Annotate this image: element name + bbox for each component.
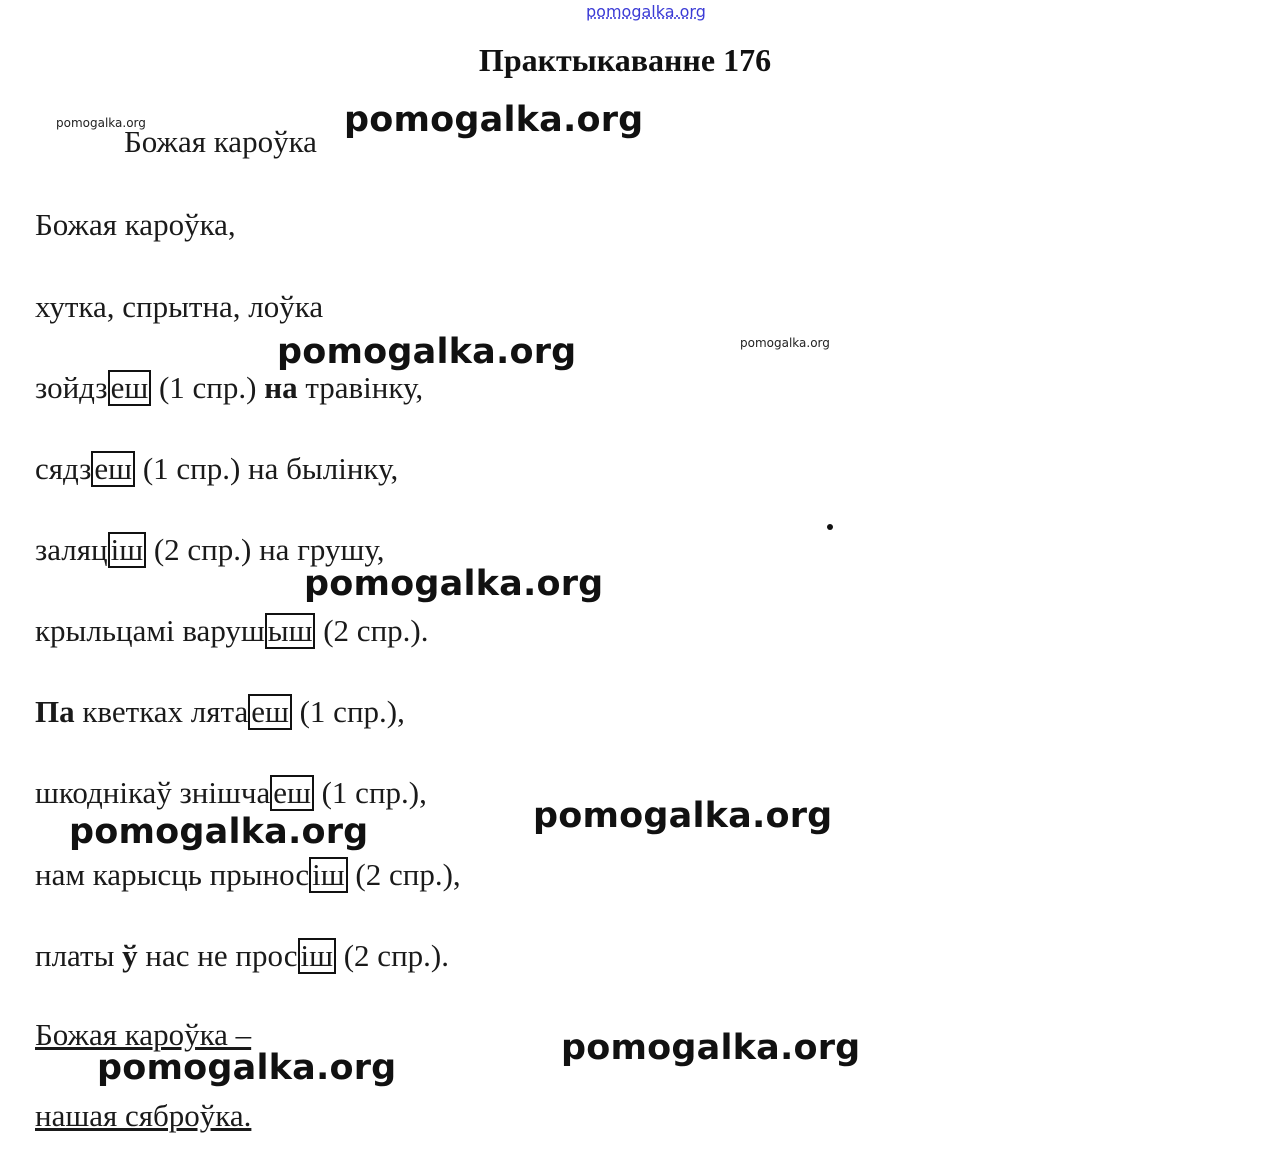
exercise-title: Практыкаванне 176: [478, 42, 772, 78]
watermark-big: pomogalka.org: [304, 564, 604, 604]
watermark-big: pomogalka.org: [69, 812, 369, 852]
ending-box: еш: [108, 370, 152, 406]
ending-box: іш: [108, 532, 146, 568]
poem-line: нашая сяброўка.: [35, 1098, 252, 1133]
watermark-big: pomogalka.org: [533, 796, 833, 836]
ending-box: іш: [298, 938, 336, 974]
poem-line: шкоднікаў знішчаеш (1 спр.),: [35, 775, 427, 810]
ending-box: еш: [248, 694, 292, 730]
poem-line: Божая кароўка,: [35, 207, 236, 242]
ending-box: ыш: [265, 613, 316, 649]
ending-box: іш: [309, 857, 347, 893]
poem-line: Божая кароўка –: [35, 1017, 252, 1052]
watermark-big: pomogalka.org: [344, 100, 644, 140]
poem-line: Па кветках лятаеш (1 спр.),: [35, 694, 405, 729]
poem-line: заляціш (2 спр.) на грушу,: [35, 532, 385, 567]
watermark-big: pomogalka.org: [561, 1028, 861, 1068]
watermark-big: pomogalka.org: [277, 332, 577, 372]
poem-line: платы ў нас не просіш (2 спр.).: [35, 938, 449, 973]
poem-line: зойдзеш (1 спр.) на травінку,: [35, 370, 424, 405]
poem-title: Божая кароўка: [124, 124, 317, 159]
ending-box: еш: [270, 775, 314, 811]
poem-line: крыльцамі варушыш (2 спр.).: [35, 613, 429, 648]
ending-box: еш: [91, 451, 135, 487]
watermark-top: pomogalka.org: [586, 2, 706, 21]
watermark-big: pomogalka.org: [97, 1048, 397, 1088]
poem-line: хутка, спрытна, лоўка: [35, 289, 324, 324]
poem-line: нам карысць прыносіш (2 спр.),: [35, 857, 461, 892]
watermark-small: pomogalka.org: [56, 116, 146, 130]
watermark-small: pomogalka.org: [740, 336, 830, 350]
stray-dot: [827, 524, 833, 530]
poem-line: сядзеш (1 спр.) на былінку,: [35, 451, 399, 486]
